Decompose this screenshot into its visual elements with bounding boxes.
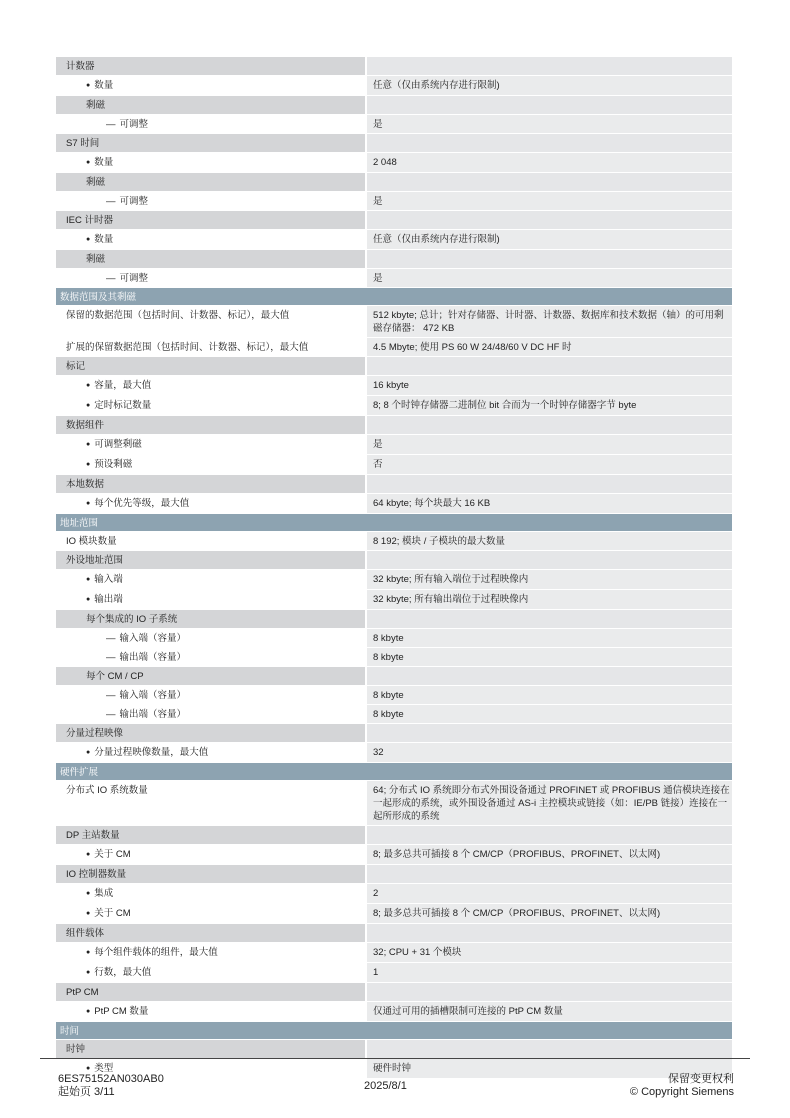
spec-label-cell [56, 455, 365, 474]
spec-row [56, 569, 732, 589]
spec-label: 组件载体 [66, 928, 105, 939]
spec-label: 定时标记数量 [94, 400, 152, 411]
spec-label: 分量过程映像 [66, 728, 124, 739]
spec-value [365, 826, 732, 844]
spec-label-cell [56, 76, 365, 95]
spec-label: 标记 [66, 361, 86, 372]
spec-label-cell [56, 250, 365, 268]
spec-row [56, 75, 732, 95]
spec-label-cell [56, 724, 365, 742]
group-row [56, 825, 732, 844]
spec-row [56, 114, 732, 133]
spec-value: 8 kbyte [365, 629, 732, 647]
spec-label: 保留的数据范围（包括时间、计数器、标记），最大值 [66, 310, 290, 321]
spec-value: 硬件时钟 [365, 1059, 732, 1078]
spec-label-cell [56, 610, 365, 628]
spec-label: PtP CM [66, 987, 99, 998]
spec-value: 64 kbyte; 每个块最大 16 KB [365, 494, 732, 513]
spec-label: 每个 CM / CP [86, 671, 144, 682]
spec-label-cell [56, 338, 365, 356]
spec-label-cell [56, 192, 365, 210]
spec-value: 512 kbyte; 总计；针对存储器、计时器、计数器、数据库和技术数据（轴）的可用剩磁存储器： 472 KB [365, 306, 732, 337]
spec-value [365, 250, 732, 268]
bullet-icon [86, 234, 94, 245]
spec-row [56, 942, 732, 962]
spec-value [365, 724, 732, 742]
spec-label: IO 控制器数量 [66, 869, 127, 880]
spec-row [56, 531, 732, 550]
spec-label: PtP CM 数量 [94, 1006, 149, 1017]
spec-value: 2 048 [365, 153, 732, 172]
spec-value: 64; 分布式 IO 系统即分布式外围设备通过 PROFINET 或 PROFIBUS 通信模块连接在一起形成的系统，或外围设备通过 AS-i 主控模块或链接（如：IE/PB 链接）连接在一起所形成的系统 [365, 781, 732, 825]
bullet-icon [86, 157, 94, 168]
spec-value: 32 [365, 743, 732, 762]
group-row [56, 249, 732, 268]
bullet-icon [86, 80, 94, 91]
spec-label: 本地数据 [66, 479, 105, 490]
group-row [56, 923, 732, 942]
spec-value: 否 [365, 455, 732, 474]
spec-value: 是 [365, 192, 732, 210]
spec-label-cell [56, 743, 365, 762]
spec-label-cell [56, 357, 365, 375]
spec-label-cell [56, 96, 365, 114]
spec-value [365, 865, 732, 883]
spec-row [56, 685, 732, 704]
spec-label-cell [56, 865, 365, 883]
spec-row [56, 493, 732, 513]
group-row [56, 474, 732, 493]
spec-label: 关于 CM [94, 908, 131, 919]
dash-icon [106, 709, 120, 720]
spec-label: 输出端 [94, 594, 123, 605]
spec-row [56, 305, 732, 337]
spec-row [56, 268, 732, 287]
spec-value: 32 kbyte; 所有输入端位于过程映像内 [365, 570, 732, 589]
group-row [56, 57, 732, 75]
group-row [56, 723, 732, 742]
spec-row [56, 962, 732, 982]
spec-value [365, 983, 732, 1001]
spec-label: 计数器 [66, 61, 95, 72]
spec-value [365, 357, 732, 375]
spec-row [56, 337, 732, 356]
spec-row [56, 844, 732, 864]
group-row [56, 356, 732, 375]
spec-label: 输入端（容量） [119, 633, 187, 644]
spec-label: DP 主站数量 [66, 830, 120, 841]
bullet-icon [86, 498, 94, 509]
spec-label: IO 模块数量 [66, 536, 117, 547]
spec-label: 每个优先等级，最大值 [94, 498, 190, 509]
spec-label-cell [56, 173, 365, 191]
group-row [56, 609, 732, 628]
spec-value: 8 kbyte [365, 686, 732, 704]
bullet-icon [86, 1006, 94, 1017]
spec-row [56, 375, 732, 395]
spec-value [365, 211, 732, 229]
group-row [56, 550, 732, 569]
spec-label-cell [56, 963, 365, 982]
spec-label-cell [56, 269, 365, 287]
dash-icon [106, 119, 120, 130]
group-row [56, 415, 732, 434]
spec-value [365, 551, 732, 569]
spec-label: 预设剩磁 [94, 459, 133, 470]
spec-label-cell [56, 667, 365, 685]
spec-label-cell [56, 306, 365, 337]
spec-label: 输入端（容量） [119, 690, 187, 701]
spec-label: 剩磁 [86, 254, 106, 265]
spec-label-cell [56, 494, 365, 513]
spec-row [56, 434, 732, 454]
spec-label-cell [56, 551, 365, 569]
group-row [56, 95, 732, 114]
spec-value [365, 96, 732, 114]
spec-label: 外设地址范围 [66, 555, 124, 566]
section-header: 时间 [56, 1021, 732, 1039]
bullet-icon [86, 594, 94, 605]
spec-label: 数量 [94, 234, 114, 245]
spec-value: 32; CPU + 31 个模块 [365, 943, 732, 962]
spec-label-cell [56, 416, 365, 434]
spec-label-cell [56, 629, 365, 647]
spec-label: 输出端（容量） [119, 709, 187, 720]
spec-value: 8 kbyte [365, 705, 732, 723]
spec-table [56, 57, 732, 1078]
bullet-icon [86, 947, 94, 958]
spec-value: 32 kbyte; 所有输出端位于过程映像内 [365, 590, 732, 609]
dash-icon [106, 652, 120, 663]
spec-label: 行数，最大值 [94, 967, 152, 978]
bullet-icon [86, 574, 94, 585]
spec-value: 8; 最多总共可插接 8 个 CM/CP（PROFIBUS、PROFINET、以太网) [365, 904, 732, 923]
group-row [56, 172, 732, 191]
spec-label-cell [56, 57, 365, 75]
spec-label-cell [56, 1002, 365, 1021]
spec-value [365, 924, 732, 942]
dash-icon [106, 196, 120, 207]
bullet-icon [86, 908, 94, 919]
spec-label-cell [56, 884, 365, 903]
spec-label: 输入端 [94, 574, 123, 585]
spec-label-cell [56, 781, 365, 825]
section-header: 数据范围及其剩磁 [56, 287, 732, 305]
bullet-icon [86, 849, 94, 860]
spec-row [56, 454, 732, 474]
spec-label: 剩磁 [86, 177, 106, 188]
spec-label: IEC 计时器 [66, 215, 113, 226]
spec-value: 任意（仅由系统内存进行限制) [365, 76, 732, 95]
spec-label-cell [56, 686, 365, 704]
spec-value [365, 475, 732, 493]
spec-row [56, 742, 732, 762]
spec-row [56, 903, 732, 923]
bullet-icon [86, 380, 94, 391]
spec-label: 可调整 [119, 119, 149, 130]
spec-label-cell [56, 396, 365, 415]
spec-value: 2 [365, 884, 732, 903]
spec-value [365, 1040, 732, 1058]
section-header: 硬件扩展 [56, 762, 732, 780]
spec-label: 类型 [94, 1063, 114, 1074]
spec-label: S7 时间 [66, 138, 100, 149]
footer-date: 2025/8/1 [364, 1080, 407, 1092]
spec-value: 8 192; 模块 / 子模块的最大数量 [365, 532, 732, 550]
spec-row [56, 589, 732, 609]
spec-label-cell [56, 983, 365, 1001]
spec-label: 数据组件 [66, 420, 105, 431]
dash-icon [106, 690, 120, 701]
bullet-icon [86, 747, 94, 758]
spec-label: 容量，最大值 [94, 380, 152, 391]
spec-row [56, 628, 732, 647]
spec-value [365, 57, 732, 75]
spec-value [365, 667, 732, 685]
spec-label-cell [56, 1040, 365, 1058]
spec-label-cell [56, 590, 365, 609]
spec-value [365, 134, 732, 152]
group-row [56, 1039, 732, 1058]
spec-label: 分量过程映像数量，最大值 [94, 747, 209, 758]
spec-label-cell [56, 648, 365, 666]
group-row [56, 210, 732, 229]
bullet-icon [86, 439, 94, 450]
copyright-notice: © Copyright Siemens [629, 1086, 734, 1098]
bullet-icon [86, 459, 94, 470]
spec-row [56, 647, 732, 666]
spec-label-cell [56, 826, 365, 844]
rights-notice: 保留变更权利 [668, 1073, 734, 1085]
group-row [56, 133, 732, 152]
spec-value: 4.5 Mbyte; 使用 PS 60 W 24/48/60 V DC HF 时 [365, 338, 732, 356]
spec-value [365, 610, 732, 628]
spec-value: 8; 最多总共可插接 8 个 CM/CP（PROFIBUS、PROFINET、以太网) [365, 845, 732, 864]
spec-value: 8 kbyte [365, 648, 732, 666]
spec-row [56, 395, 732, 415]
spec-label: 数量 [94, 80, 114, 91]
spec-label: 数量 [94, 157, 114, 168]
spec-row [56, 152, 732, 172]
spec-label: 分布式 IO 系统数量 [66, 785, 148, 796]
spec-value: 16 kbyte [365, 376, 732, 395]
footer-right [630, 1073, 734, 1099]
spec-label: 时钟 [66, 1044, 86, 1055]
spec-label-cell [56, 376, 365, 395]
spec-label: 扩展的保留数据范围（包括时间、计数器、标记），最大值 [66, 342, 309, 353]
footer-left [58, 1073, 164, 1099]
spec-label: 每个组件载体的组件，最大值 [94, 947, 218, 958]
group-row [56, 982, 732, 1001]
spec-label-cell [56, 134, 365, 152]
spec-label-cell [56, 435, 365, 454]
spec-label-cell [56, 115, 365, 133]
article-number: 6ES75152AN030AB0 [58, 1073, 164, 1085]
spec-row [56, 191, 732, 210]
spec-row [56, 704, 732, 723]
spec-label: 输出端（容量） [119, 652, 187, 663]
spec-label-cell [56, 705, 365, 723]
spec-label-cell [56, 904, 365, 923]
spec-label-cell [56, 532, 365, 550]
spec-label: 集成 [94, 888, 114, 899]
group-row [56, 666, 732, 685]
footer-divider [40, 1058, 750, 1059]
spec-value [365, 416, 732, 434]
spec-row [56, 883, 732, 903]
spec-label: 剩磁 [86, 100, 106, 111]
spec-label-cell [56, 924, 365, 942]
dash-icon [106, 273, 120, 284]
bullet-icon [86, 888, 94, 899]
spec-label-cell [56, 570, 365, 589]
spec-row [56, 229, 732, 249]
spec-row [56, 1001, 732, 1021]
spec-value: 是 [365, 269, 732, 287]
spec-label-cell [56, 943, 365, 962]
page-indicator: 起始页 3/11 [58, 1086, 115, 1098]
spec-value: 8; 8 个时钟存储器二进制位 bit 合而为一个时钟存储器字节 byte [365, 396, 732, 415]
spec-label: 可调整剩磁 [94, 439, 142, 450]
spec-value: 任意（仅由系统内存进行限制) [365, 230, 732, 249]
spec-row [56, 780, 732, 825]
spec-label: 关于 CM [94, 849, 131, 860]
bullet-icon [86, 400, 94, 411]
spec-label-cell [56, 230, 365, 249]
spec-value: 1 [365, 963, 732, 982]
spec-label-cell [56, 475, 365, 493]
spec-label: 可调整 [119, 273, 149, 284]
group-row [56, 864, 732, 883]
spec-label-cell [56, 211, 365, 229]
spec-label-cell [56, 845, 365, 864]
spec-label-cell [56, 153, 365, 172]
spec-label: 每个集成的 IO 子系统 [86, 614, 178, 625]
dash-icon [106, 633, 120, 644]
spec-value [365, 173, 732, 191]
spec-label: 可调整 [119, 196, 149, 207]
section-header: 地址范围 [56, 513, 732, 531]
spec-value: 仅通过可用的插槽限制可连接的 PtP CM 数量 [365, 1002, 732, 1021]
bullet-icon [86, 967, 94, 978]
spec-value: 是 [365, 435, 732, 454]
spec-value: 是 [365, 115, 732, 133]
